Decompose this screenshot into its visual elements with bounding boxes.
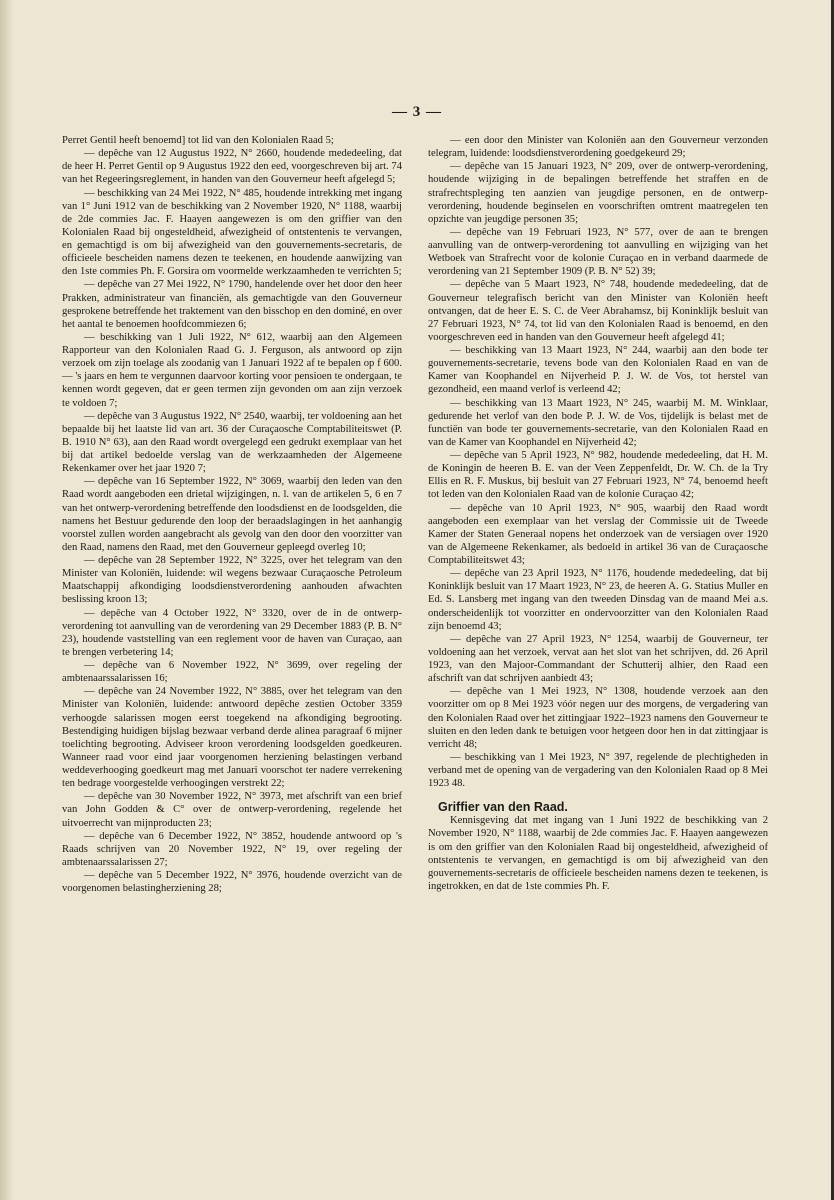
entry-paragraph: Perret Gentil heeft benoemd] tot lid van den Kolonialen Raad 5;	[62, 135, 334, 146]
entry-paragraph: — depêche van 5 December 1922, N° 3976, houdende overzicht van de voorgenomen belastingherziening 28;	[62, 870, 402, 895]
entry-paragraph: — beschikking van 1 Juli 1922, N° 612, waarbij aan den Algemeen Rapporteur van den Kolonialen Raad G. J. Ferguson, als antwoord op zijn verzoek om zijn toelage als zoodanig van 1 Januari 1922 af te bepalen op f 600.— 's jaars en hem te vergunnen daarvoor korting voor pensioen te ondergaan, te kennen wordt gegeven, dat er geen termen zijn gevonden om aan zijn verzoek te voldoen 7;	[62, 331, 402, 409]
entry-paragraph: — depêche van 16 September 1922, N° 3069, waarbij den leden van den Raad wordt aangeboden een drietal wijzigingen, n. l. van de artikelen 5, 6 en 7 van het ontwerp-verordening betreffende den loodsdienst en de loodsgelden, die namens het Bestuur gedurende den loop der beraadslagingen in het aanhangig voorstel zullen worden aangebracht als gevolg van den door den voorzitter van den Raad, namens den Raad, met den Gouverneur gepleegd overleg 10;	[62, 476, 402, 553]
page-number: — 3 —	[392, 104, 442, 120]
entry-paragraph: — depêche van 27 Mei 1922, N° 1790, handelende over het door den heer Prakken, administrateur van financiën, als gemachtigde van den Gouverneur gesprokene betreffende het traktement van den bisschop en den dominé, en over het aantal te benoemen hoofdcommiezen 6;	[62, 279, 402, 330]
entry-paragraph: — depêche van 23 April 1923, N° 1176, houdende mededeeling, dat bij Koninklijk besluit van 17 Maart 1923, N° 23, de heeren A. G. Statius Muller en Ed. S. Lansberg met ingang van den tweeden Dinsdag van de maand Mei a.s. onderscheidenlijk tot voorzitter en ondervoorzitter van den Kolonialen Raad zijn benoemd 43;	[428, 568, 768, 632]
entry-paragraph: — depêche van 15 Januari 1923, N° 209, over de ontwerp-verordening, houdende wijziging in de bepalingen betreffende het straffen en de strafrechtspleging ten aanzien van jeugdige personen, en de ontwerp-verordening, houdende beginselen en voorschriften omtrent maatregelen ten opzichte van jeugdige personen 35;	[428, 161, 768, 225]
entry-paragraph: — depêche van 28 September 1922, N° 3225, over het telegram van den Minister van Koloniën, luidende: wil wegens bezwaar Curaçaosche Petroleum Maatschappij afkondiging loodsdienstverordening aanhouden afwachten beslissing kroon 13;	[62, 555, 402, 606]
section-paragraph: Kennisgeving dat met ingang van 1 Juni 1922 de beschikking van 2 November 1920, N° 1188, waarbij de 2de commies Jac. F. Haayen aangewezen is om den griffier van den Kolonialen Raad bij ongesteldheid, afwezigheid of ontstentenis te vervangen, en gemachtigd is om bij afwezigheid van den gouvernements-secretaris de officieele bescheiden namens dezen te teekenen, is ingetrokken, en dat de 1ste commies Ph. F.	[428, 815, 768, 892]
entry-paragraph: — depêche van 6 December 1922, N° 3852, houdende antwoord op 's Raads schrijven van 20 November 1922, N° 19, over regeling der ambtenaarssalarissen 27;	[62, 830, 402, 868]
entry-paragraph: — depêche van 3 Augustus 1922, N° 2540, waarbij, ter voldoening aan het bepaalde bij het laatste lid van art. 36 der Curaçaosche Comptabiliteitswet (P. B. 1910 N° 63), aan den Raad wordt overgelegd een gedrukt exemplaar van het bij dat artikel bedoelde verslag van de werkzaamheden der Algemeene Rekenkamer over het jaar 1920 7;	[62, 410, 402, 475]
entry-paragraph: — beschikking van 13 Maart 1923, N° 245, waarbij M. M. Winklaar, gedurende het verlof van den bode P. J. W. de Vos, tijdelijk is belast met de functiën van bode ter gouvernements-secretarie, van den Kolonialen Raad en van de Kamer van Koophandel en Nijverheid 42;	[428, 397, 768, 448]
left-column	[62, 134, 402, 895]
entry-paragraph: — depêche van 5 April 1923, N° 982, houdende mededeeling, dat H. M. de Koningin de heeren B. E. van der Veen Zeppenfeldt, Dr. W. Ch. de la Try Ellis en R. F. Muskus, bij besluit van 27 Februari 1923, N° 74, benoemd heeft tot leden van den Kolonialen Raad van de kolonie Curaçao 42;	[428, 450, 768, 501]
entry-paragraph: — beschikking van 24 Mei 1922, N° 485, houdende intrekking met ingang van 1° Juni 1912 van de beschikking van 2 November 1920, N° 1188, waarbij de 2de commies Jac. F. Haayen aangewezen is om den griffier van den Kolonialen Raad bij ongesteldheid, afwezigheid of ontstentenis te vervangen, en gemachtigd is om bij afwezigheid van den gouvernements-secretaris, de officieele bescheiden namens dezen te teekenen, en houdende aanwijzing van den 1ste commies Ph. F. Gorsira om voormelde werkzaamheden te verrichten 5;	[62, 187, 402, 278]
entry-paragraph: — depêche van 6 November 1922, N° 3699, over regeling der ambtenaarssalarissen 16;	[62, 660, 402, 685]
entry-paragraph: — depêche van 4 October 1922, N° 3320, over de in de ontwerp-verordening tot aanvulling van de verordening van 29 December 1883 (P. B. N° 23), houdende vaststelling van een reglement voor de haven van Curaçao, aan te brengen verbetering 14;	[62, 607, 402, 658]
entry-paragraph: — depêche van 27 April 1923, N° 1254, waarbij de Gouverneur, ter voldoening aan het verzoek, vervat aan het slot van het schrijven, dd. 26 April 1923, van den Majoor-Commandant der Schutterij alhier, den Raad een afschrift van dat schrijven aanbiedt 43;	[428, 633, 768, 685]
entry-paragraph: — een door den Minister van Koloniën aan den Gouverneur verzonden telegram, luidende: loodsdienstverordening goedgekeurd 29;	[428, 135, 768, 160]
right-column	[428, 134, 768, 893]
entry-paragraph: — beschikking van 1 Mei 1923, N° 397, regelende de plechtigheden in verband met de opening van de vergadering van den Kolonialen Raad op 8 Mei 1923 48.	[428, 751, 768, 790]
entry-paragraph: — depêche van 5 Maart 1923, N° 748, houdende mededeeling, dat de Gouverneur telegrafisch bericht van den Minister van Koloniën heeft ontvangen, dat de heer E. S. C. de Veer Abrahamsz, bij Koninklijk besluit van 27 Februari 1923, N° 74, tot lid van den Kolonialen Raad is benoemd, en den voorgeschreven eed in handen van den Gouverneur heeft afgelegd 41;	[428, 279, 768, 343]
section-heading: Griffier van den Raad.	[438, 800, 568, 815]
entry-paragraph: — depêche van 12 Augustus 1922, N° 2660, houdende mededeeling, dat de heer H. Perret Gentil op 9 Augustus 1922 den eed, voorgeschreven bij art. 74 van het Regeeringsreglement, in handen van den Gouverneur heeft afgelegd 5;	[62, 148, 402, 186]
scan-edge	[0, 0, 14, 1200]
entry-paragraph: — depêche van 10 April 1923, N° 905, waarbij den Raad wordt aangeboden een exemplaar van het verslag der Commissie uit de Tweede Kamer der Staten Generaal nopens het onderzoek van de versiagen over 1920 van de Algemeene Rekenkamer, als bedoeld in artikel 36 van de Curaçaosche Comptabiliteitswet 43;	[428, 502, 768, 566]
entry-paragraph: — depêche van 24 November 1922, N° 3885, over het telegram van den Minister van Koloniën, luidende: antwoord depêche zestien October 3359 verhoogde salarissen mogen eerst toegekend na afkondiging begrooting. Bestendiging huidigen bijslag bezwaar verband derde alinea paragraaf 6 mijner toelichting begrooting. Adviseer kroon verordening loodsgelden goedkeuren. Wanneer raad voor eind jaar voorgenomen herziening belastingen verband weddeverhooging goedkeurt mag met Januari voorschot ter nadere verrekening ten bedrage voorgestelde verhoogingen verstrekt 22;	[62, 686, 402, 790]
entry-paragraph: — depêche van 30 November 1922, N° 3973, met afschrift van een brief van John Godden & C° over de ontwerp-verordening, regelende het uitvoerrecht van mijnproducten 23;	[62, 791, 402, 829]
entry-paragraph: — beschikking van 13 Maart 1923, N° 244, waarbij aan den bode ter gouvernements-secretarie, tevens bode van den Kolonialen Raad en van de Kamer van Koophandel en Nijverheid P. J. W. de Vos, tot herstel van gezondheid, een maand verlof is verleend 42;	[428, 345, 768, 396]
entry-paragraph: — depêche van 1 Mei 1923, N° 1308, houdende verzoek aan den voorzitter om op 8 Mei 1923 vóór negen uur des morgens, de vergadering van den Kolonialen Raad over het zittingjaar 1922–1923 namens den Gouverneur te sluiten en den leden dank te betuigen voor hetgeen door hen in dat zittingjaar is verricht 48;	[428, 686, 768, 750]
entry-paragraph: — depêche van 19 Februari 1923, N° 577, over de aan te brengen aanvulling van de ontwerp-verordening tot aanvulling en wijziging van het Wetboek van Strafrecht voor de kolonie Curaçao en in verband daarmede de verordening van 21 September 1909 (P. B. N° 52) 39;	[428, 226, 768, 278]
